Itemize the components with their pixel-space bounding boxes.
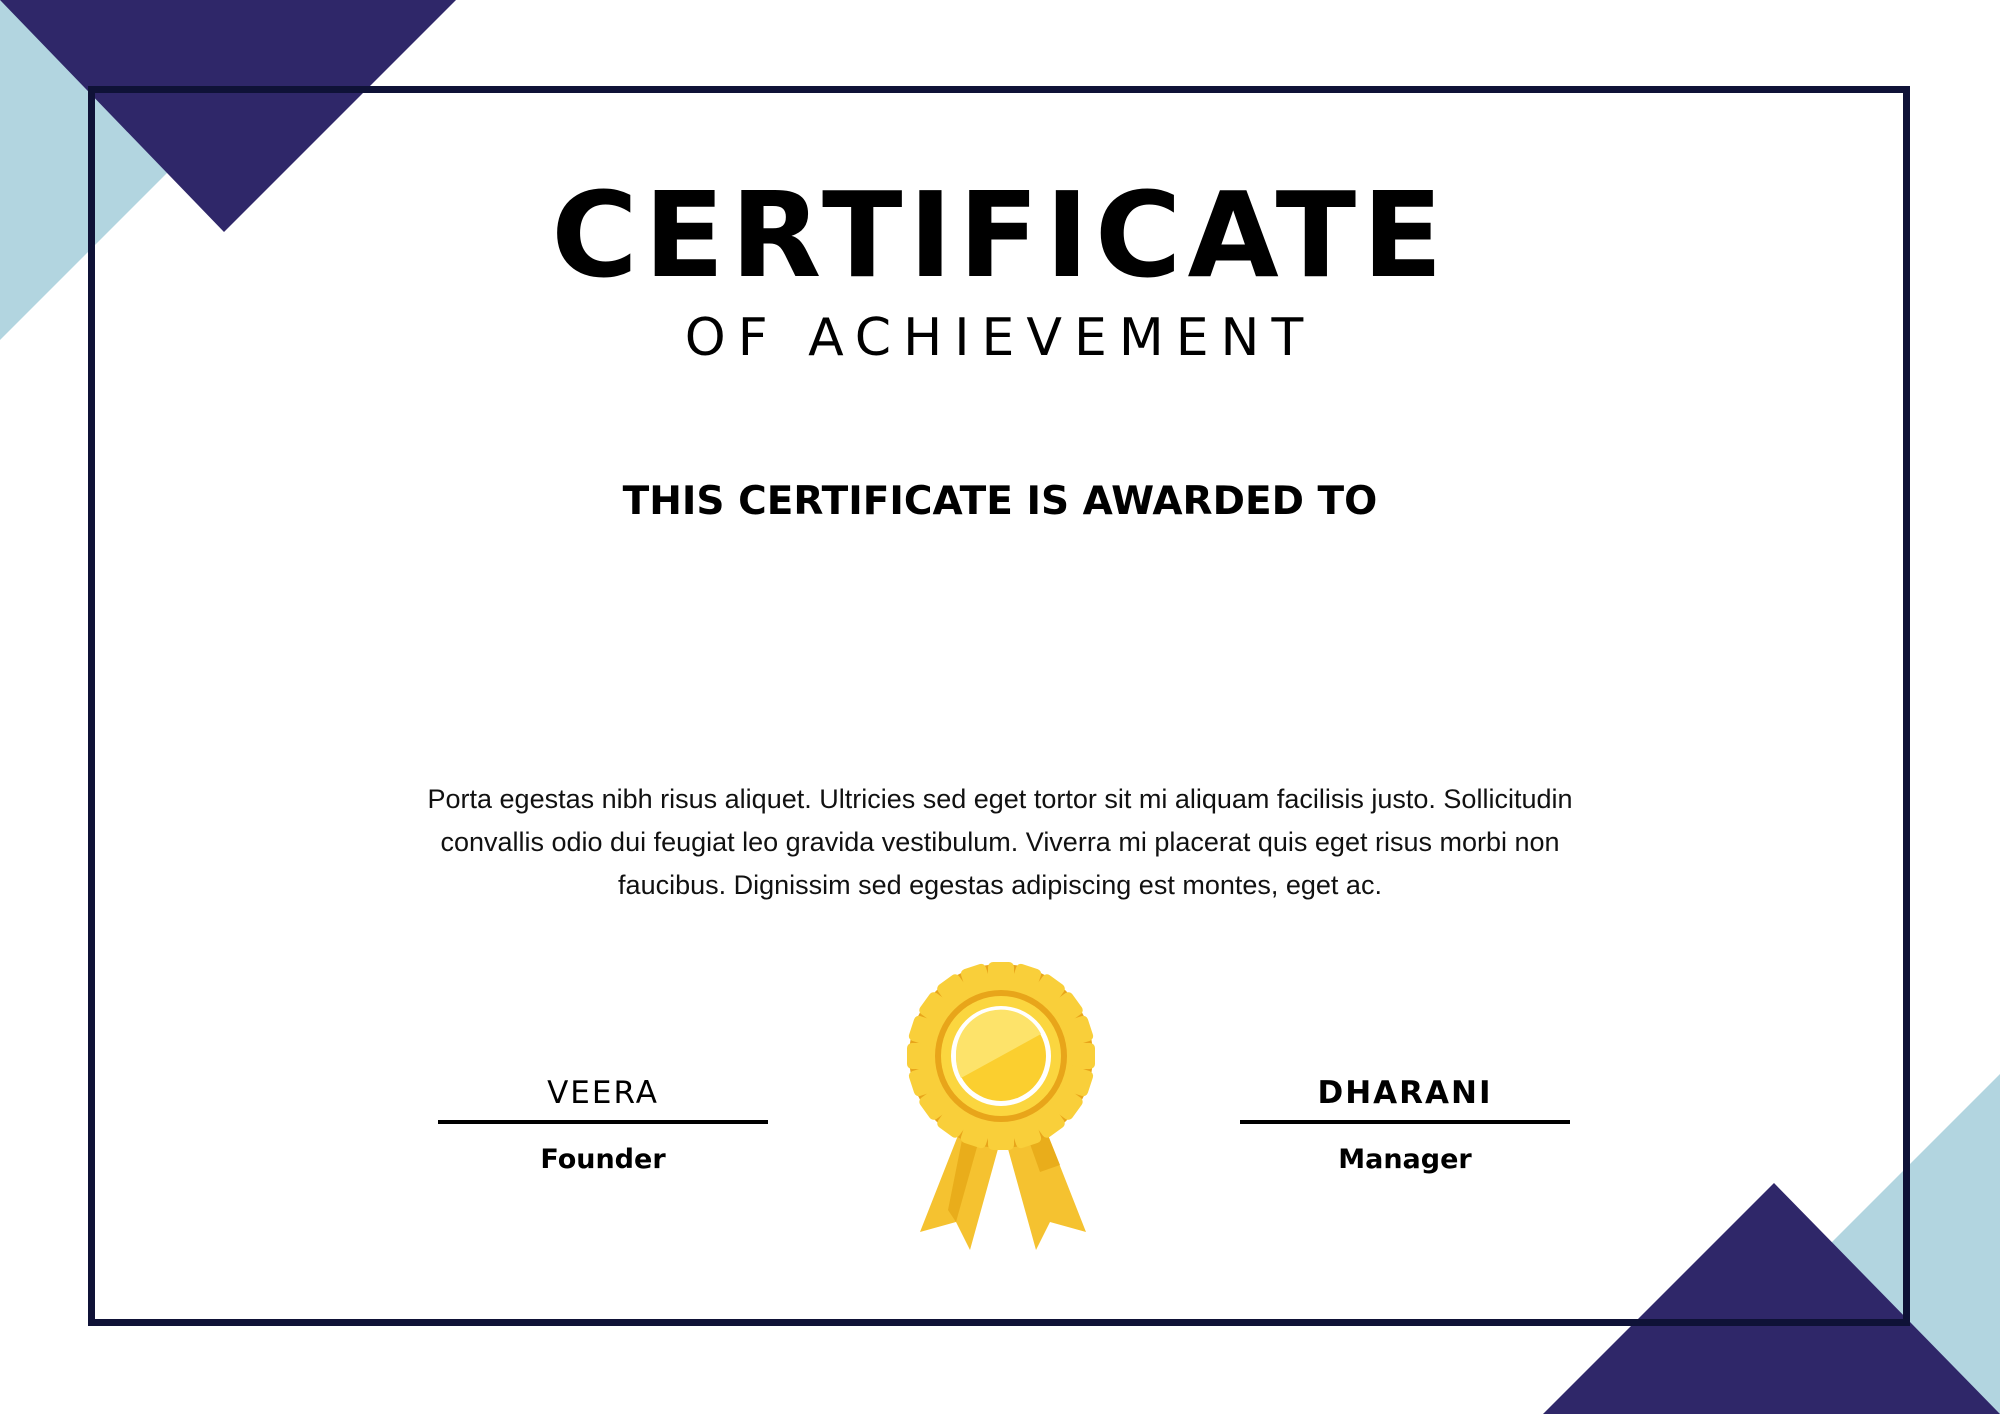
signature-role: Manager <box>1338 1144 1472 1175</box>
awarded-to-heading: THIS CERTIFICATE IS AWARDED TO <box>622 479 1378 524</box>
signature-line <box>438 1120 768 1124</box>
signature-name: VEERA <box>547 1075 659 1111</box>
certificate-title: CERTIFICATE <box>551 166 1449 304</box>
signature-block-founder <box>438 1070 768 1180</box>
certificate-subtitle: OF ACHIEVEMENT <box>684 308 1316 368</box>
signature-name: DHARANI <box>1317 1075 1493 1111</box>
award-rosette-icon <box>890 960 1110 1260</box>
signature-role: Founder <box>540 1144 666 1175</box>
signature-block-manager <box>1240 1070 1570 1180</box>
certificate-description: Porta egestas nibh risus aliquet. Ultricies sed eget tortor sit mi aliquam facilisis justo. Sollicitudin convallis odio dui feugiat leo gravida vestibulum. Viverra mi placerat quis eget risus morbi non faucibus. Dignissim sed egestas adipiscing est montes, eget ac. <box>427 784 1573 900</box>
signature-line <box>1240 1120 1570 1124</box>
